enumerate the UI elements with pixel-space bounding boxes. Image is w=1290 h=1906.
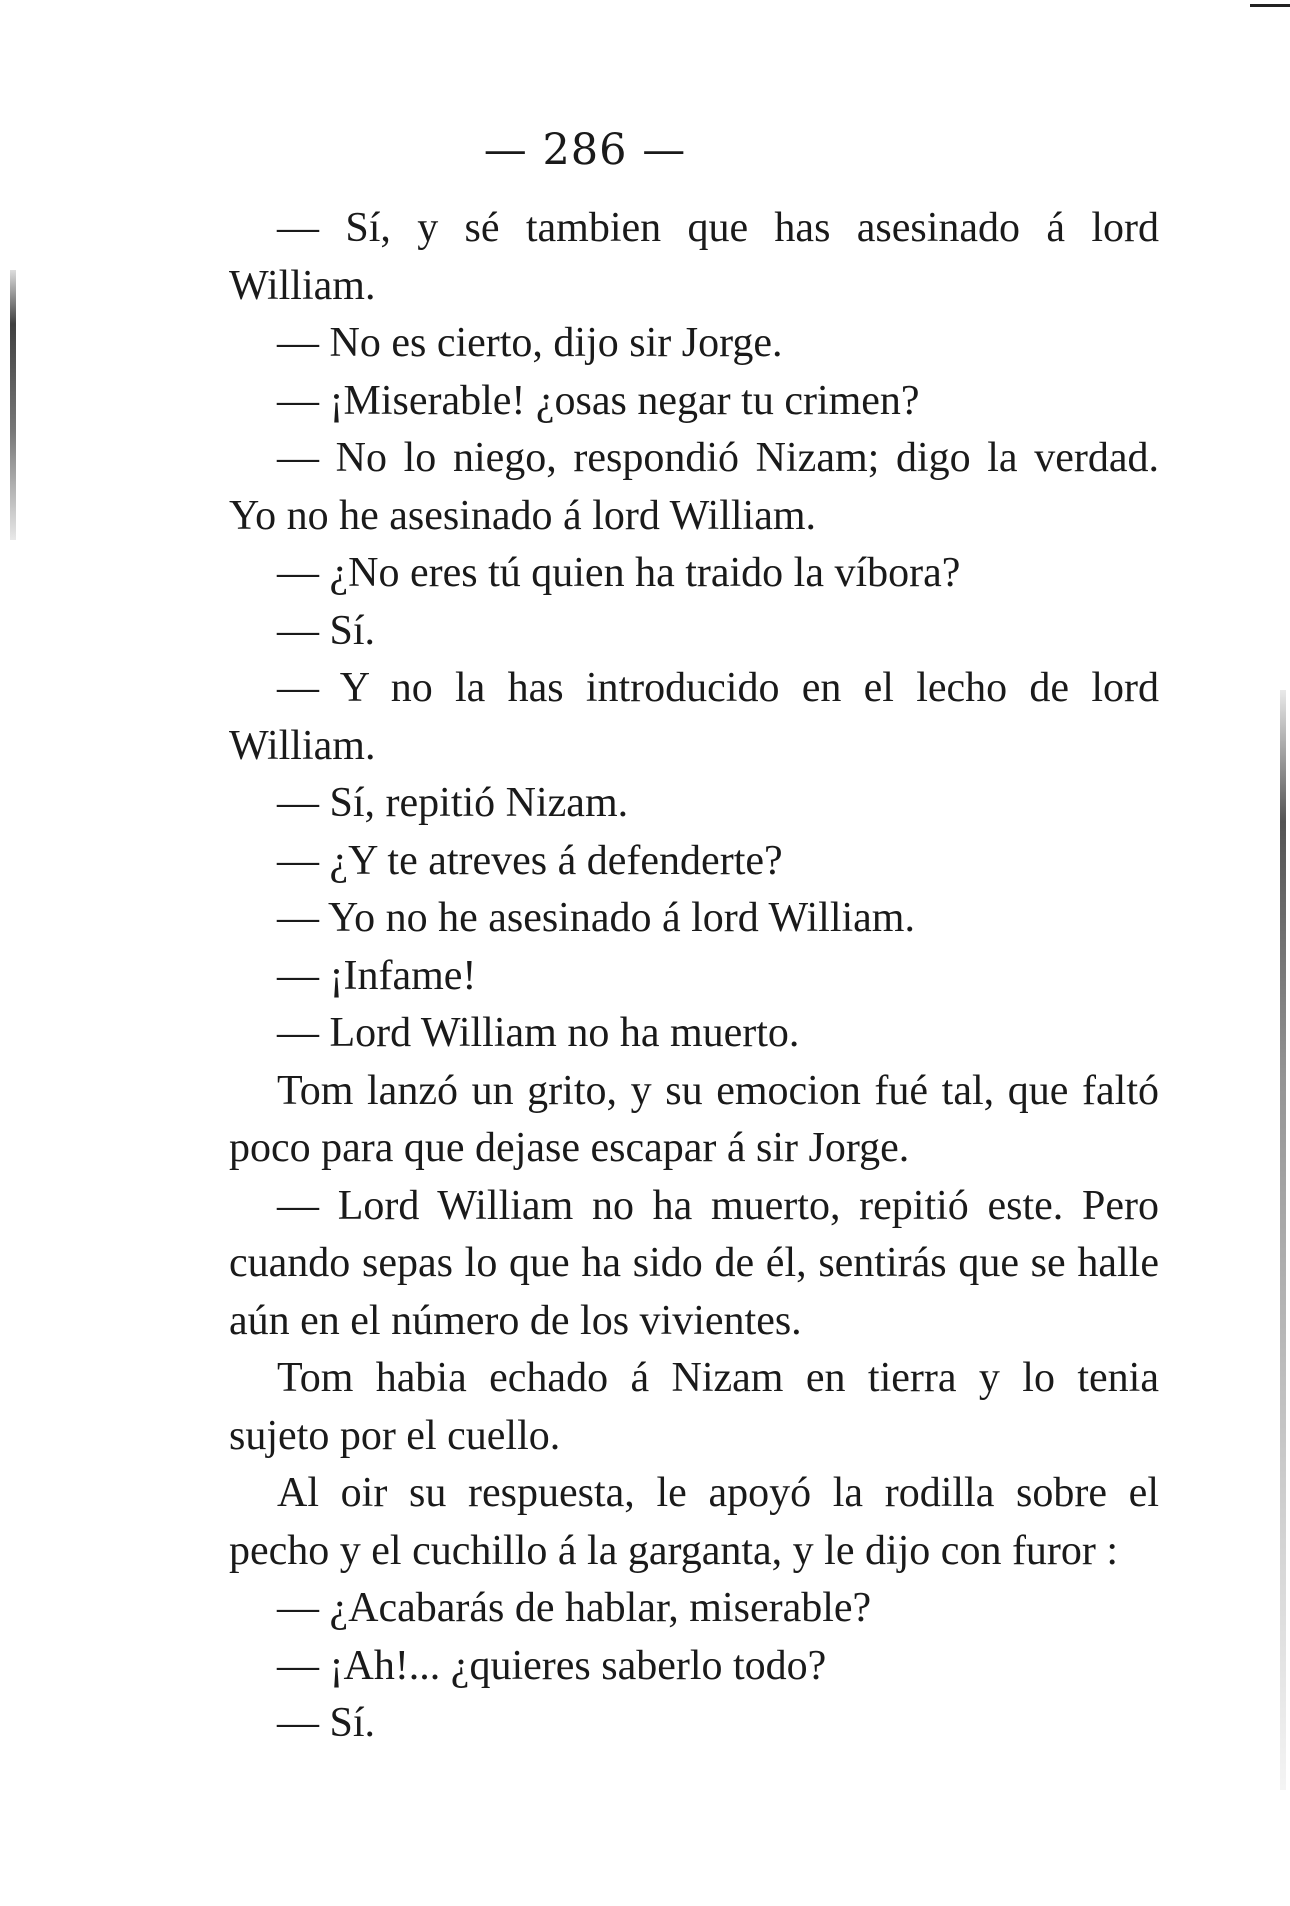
- scan-right-margin-shadow: [1280, 690, 1286, 1790]
- page-number: — 286 —: [483, 125, 687, 175]
- paragraph: Al oir su respuesta, le apoyó la rodilla sobre el pecho y el cuchillo á la garganta, y le dijo con furor :: [229, 1470, 1159, 1574]
- paragraph: — ¿Y te atreves á defenderte?: [277, 837, 783, 884]
- paragraph: — ¡Infame!: [277, 952, 477, 999]
- paragraph: — Y no la has introducido en el lecho de lord William.: [229, 665, 1159, 769]
- paragraph: — Lord William no ha muerto, repitió este. Pero cuando sepas lo que ha sido de él, sentirás que se halle aún en el número de los vivientes.: [229, 1182, 1159, 1344]
- paragraph: — ¡Miserable! ¿osas negar tu crimen?: [277, 377, 920, 424]
- paragraph: — ¡Ah!... ¿quieres saberlo todo?: [277, 1642, 827, 1689]
- scan-left-margin-shadow: [10, 270, 16, 540]
- paragraph: — No lo niego, respondió Nizam; digo la verdad. Yo no he asesinado á lord William.: [229, 435, 1159, 539]
- body-text: [229, 200, 1159, 1753]
- paragraph: — Sí.: [277, 607, 376, 654]
- paragraph: Tom habia echado á Nizam en tierra y lo tenia sujeto por el cuello.: [229, 1355, 1159, 1459]
- paragraph: — Sí.: [277, 1700, 376, 1746]
- paragraph: — No es cierto, dijo sir Jorge.: [277, 320, 783, 366]
- paragraph: — Sí, y sé tambien que has asesinado á lord William.: [229, 205, 1159, 309]
- paragraph: Tom lanzó un grito, y su emocion fué tal, que faltó poco para que dejase escapar á sir Jorge.: [229, 1067, 1159, 1171]
- paragraph: — Lord William no ha muerto.: [277, 1010, 800, 1056]
- paragraph: — Yo no he asesinado á lord William.: [277, 895, 915, 941]
- paragraph: — ¿No eres tú quien ha traido la víbora?: [277, 550, 961, 596]
- paragraph: — ¿Acabarás de hablar, miserable?: [277, 1585, 872, 1631]
- scan-edge-mark: [1250, 4, 1290, 7]
- paragraph: — Sí, repitió Nizam.: [277, 780, 629, 826]
